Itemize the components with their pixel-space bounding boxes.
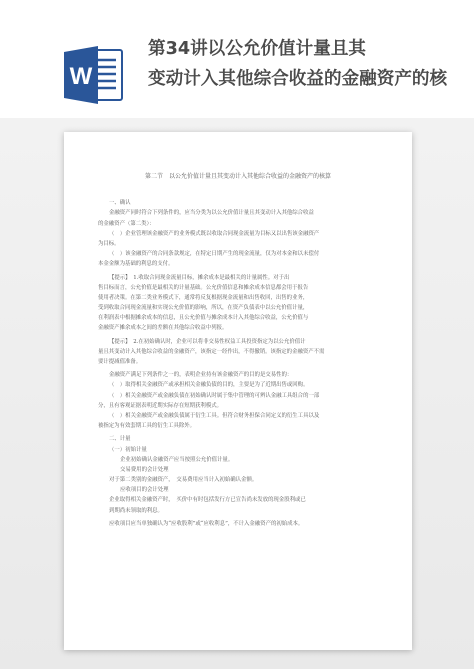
document-line: 交易费用的会计处理 [120,466,169,473]
document-line: 使用者决策。在第二类业务模式下，通常将反复根据现金流量和出售收回，出售的业务， [98,294,309,301]
document-line: 售目标而言，公允价值是最相关的计量基础。公允价值信息和摊余成本信息都会用于报告 [98,284,309,291]
document-line: 在利润表中根据摊余成本的信息，且公允价值与摊余成本计入其他综合收益，公允价值与 [98,315,309,322]
document-line: 对于第二类别的金融资产， 交易费用应当计入初始确认金额。 [109,477,258,484]
document-line: 受到收取合同现金流量和实现公允价值的影响，所以，在资产负债表中以公允价值计量， [98,305,309,312]
document-line: 金融资产摊余成本之间的差额在其他综合收益中列报。 [98,325,228,332]
title-line-2: 变动计入其他综合收益的金融资产的核 [148,69,448,89]
document-line: 的金融资产（第二类）： [98,220,155,227]
document-line: 企业取得相关金融资产时， 买价中有时包括发行方已宣告尚未发放的现金股利或已 [109,497,306,504]
svg-text:W: W [69,63,93,90]
document-line: （ ）该金融资产的合同条款规定，在特定日期产生的现金流量，仅为对本金和以未偿付 [109,251,320,258]
document-line: 企业初始确认金融资产应当按照公允价值计量。 [120,456,234,463]
document-line: （ ）企业管理该金融资产的业务模式既以收取合同现金流量为目标又以出售该金融资产 [109,230,320,237]
document-line: （一）初始计量 [109,446,147,453]
header [0,0,474,120]
document-line: 本金金额为基础的利息的支付。 [98,261,174,268]
document-line: 应收项目应当单独确认为“应收股利”或“应收利息”，不计入金融资产的初始成本。 [109,520,304,527]
document-lines [98,198,378,529]
document-line: 【提示】 2.在初始确认时，企业可以将非交易性权益工具投资指定为以公允价值计 [109,338,306,345]
document-line: 到期尚未领取的利息。 [109,507,163,514]
document-line: （ ）取得相关金融资产或承担相关金融负债的目的，主要是为了近期出售或回购。 [109,382,309,389]
document-line: 要计提减值准备。 [98,359,142,366]
document-line: 量且其变动计入其他综合收益的金融资产，该指定一经作出，不得撤销。该指定的金融资产不需 [98,348,325,355]
document-body [98,172,378,529]
document-page [64,132,412,650]
document-line: 【提示】 1.收取合同现金流量目标，摊余成本是最相关的计量属性。对于出 [109,274,290,281]
document-line: 金融资产同时符合下列条件的，应当分类为以公允价值计量且其变动计入其他综合收益 [109,210,314,217]
title-line-1: 第34讲以公允价值计量且其 [148,39,367,59]
document-line: 被指定为有效套期工具的衍生工具除外。 [98,423,196,430]
document-line: 为目标。 [98,240,120,247]
section-heading: 第二节 以公允价值计量且其变动计入其他综合收益的金融资产的核算 [144,173,331,180]
document-line: 分，且有客观证据表明近期实际存在短期获利模式。 [98,402,222,409]
document-line: （ ）相关金融资产或金融负债在初始确认时属于集中管理的可辨认金融工具组合的一部 [109,392,320,399]
word-doc-icon [62,44,126,106]
document-line: （ ）相关金融资产或金融负债属于衍生工具。但符合财务担保合同定义的衍生工具以及 [109,412,320,419]
document-line: 二、计量 [109,436,131,443]
page-title [148,34,474,94]
document-line: 应收项目的会计处理 [120,487,169,494]
document-line: 一、确认 [109,200,131,207]
document-line: 金融资产满足下列条件之一的，表明企业持有该金融资产的目的是交易性的： [109,372,293,379]
